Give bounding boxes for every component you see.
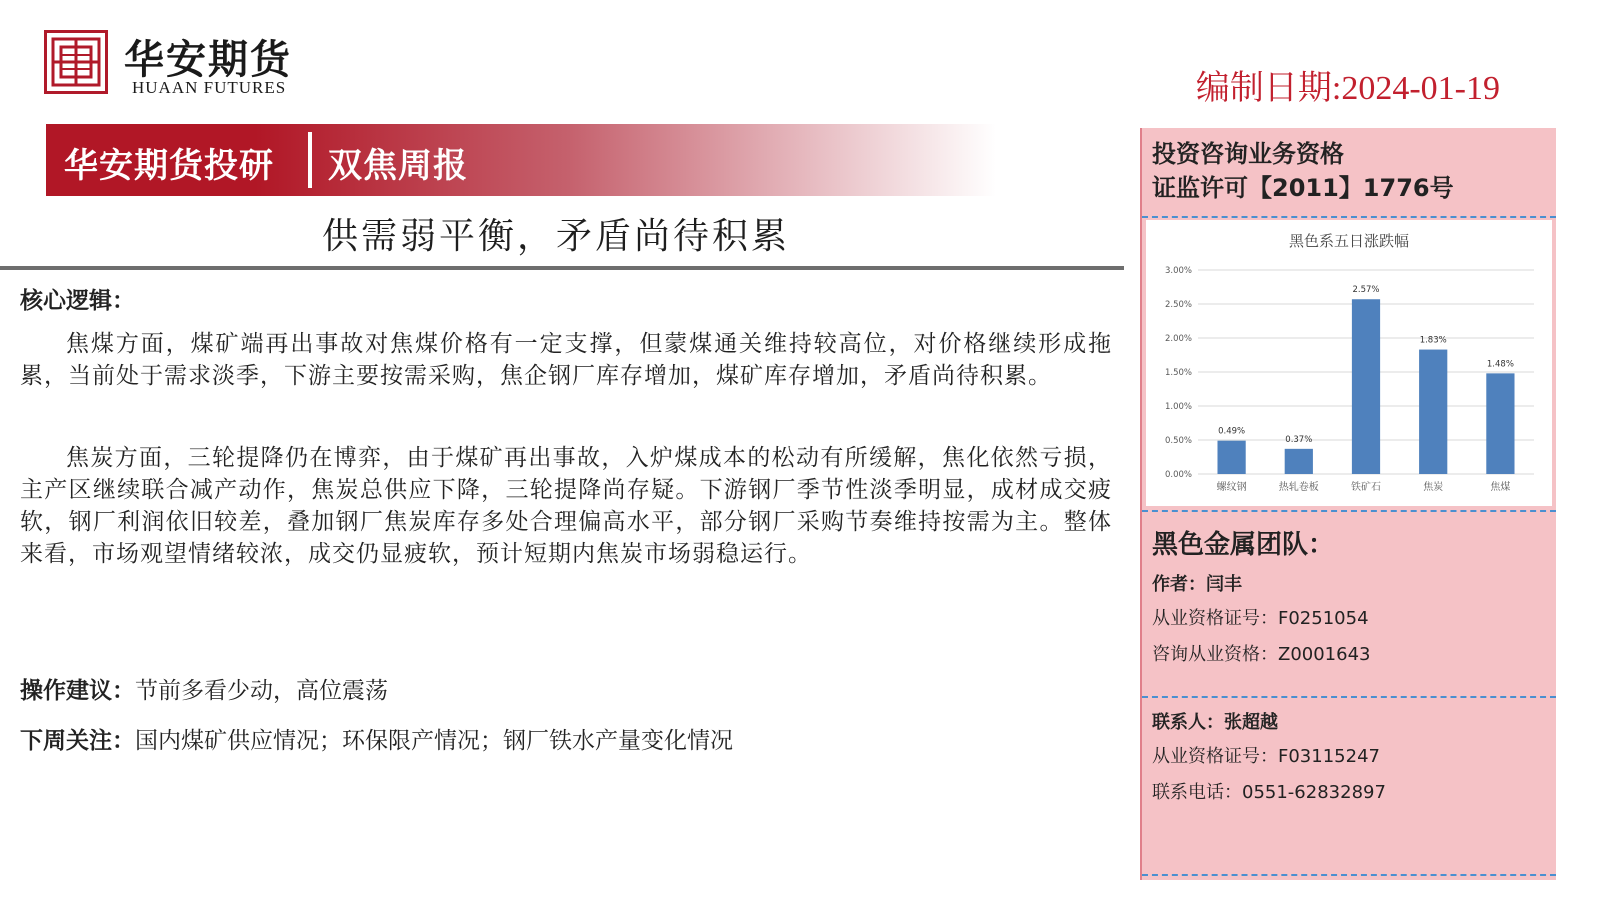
chart-data-label: 0.49%: [1218, 426, 1246, 437]
author-consult-certificate: 咨询从业资格：Z0001643: [1152, 644, 1371, 665]
contact-person: 联系人：张超越: [1152, 712, 1278, 733]
qualification-line-1: 投资咨询业务资格: [1152, 140, 1344, 168]
chart-data-label: 0.37%: [1285, 434, 1313, 445]
banner-report-name: 双焦周报: [328, 146, 468, 186]
report-headline: 供需弱平衡，矛盾尚待积累: [322, 216, 791, 257]
contact-phone: 联系电话：0551-62832897: [1152, 782, 1386, 803]
contact-certificate: 从业资格证号：F03115247: [1152, 746, 1380, 767]
coking-coal-paragraph: 焦煤方面，煤矿端再出事故对焦煤价格有一定支撑，但蒙煤通关维持较高位，对价格继续形成拖累，当前处于需求淡季，下游主要按需采购，焦企钢厂库存增加，煤矿库存增加，矛盾尚待积累。: [20, 331, 1112, 389]
chart-bar: [1217, 441, 1245, 474]
logo-chinese-name: 华安期货: [124, 36, 292, 83]
chart-y-tick-label: 1.00%: [1164, 402, 1192, 412]
chart-y-tick-label: 0.50%: [1164, 436, 1192, 446]
coke-paragraph: 焦炭方面，三轮提降仍在博弈，由于煤矿再出事故，入炉煤成本的松动有所缓解，焦化依然亏损，主产区继续联合减产动作，焦炭总供应下降，三轮提降尚存疑。下游钢厂季节性淡季明显，成材成交疲软，钢厂利润依旧较差，叠加钢厂焦炭库存多处合理偏高水平，部分钢厂采购节奏维持按需为主。整体来看，市场观望情绪较浓，成交仍显疲软，预计短期内焦炭市场弱稳运行。: [20, 445, 1112, 567]
dashed-divider: [1142, 696, 1556, 698]
chart-data-label: 2.57%: [1352, 285, 1380, 296]
chart-y-tick-label: 2.50%: [1164, 300, 1192, 310]
chart-y-tick-label: 2.00%: [1164, 334, 1192, 344]
headline-rule: [0, 266, 1124, 270]
chart-y-tick-label: 0.00%: [1164, 470, 1192, 480]
company-logo: [44, 28, 306, 100]
banner-divider: [308, 132, 312, 188]
chart-bar: [1352, 299, 1380, 474]
chart-x-tick-label: 铁矿石: [1351, 482, 1381, 493]
report-date: 编制日期:2024-01-19: [1195, 70, 1500, 107]
banner-brand: 华安期货投研: [64, 146, 274, 186]
five-day-change-chart: [1146, 220, 1552, 506]
next-week-focus: [20, 722, 733, 755]
dashed-divider: [1142, 510, 1556, 512]
chart-bar: [1419, 350, 1447, 474]
qualification-line-2: 证监许可【2011】1776号: [1152, 174, 1454, 202]
chart-data-label: 1.48%: [1486, 359, 1514, 370]
chart-x-tick-label: 焦炭: [1423, 482, 1444, 493]
chart-y-tick-label: 1.50%: [1164, 368, 1192, 378]
chart-data-label: 1.83%: [1419, 335, 1447, 346]
author: 作者：闫丰: [1152, 574, 1242, 595]
operation-advice-label: 操作建议：: [20, 678, 135, 704]
chart-x-tick-label: 螺纹钢: [1216, 482, 1247, 493]
title-banner: [46, 124, 996, 196]
logo-mark-icon: [44, 30, 108, 94]
logo-english-name: HUAAN FUTURES: [132, 78, 287, 97]
dashed-divider: [1142, 874, 1556, 876]
team-title: 黑色金属团队：: [1152, 530, 1335, 560]
dashed-divider: [1142, 216, 1556, 218]
chart-x-tick-label: 焦煤: [1490, 482, 1511, 493]
author-certificate: 从业资格证号：F0251054: [1152, 608, 1369, 629]
core-logic-title: 核心逻辑：: [20, 288, 135, 314]
side-panel: [1140, 128, 1556, 880]
chart-svg: [1146, 220, 1552, 506]
chart-bar: [1285, 449, 1313, 474]
chart-title: 黑色系五日涨跌幅: [1288, 232, 1410, 250]
chart-bar: [1486, 373, 1514, 474]
chart-y-tick-label: 3.00%: [1164, 266, 1192, 276]
operation-advice-text: 节前多看少动，高位震荡: [135, 678, 388, 704]
next-week-focus-text: 国内煤矿供应情况；环保限产情况；钢厂铁水产量变化情况: [135, 728, 733, 754]
next-week-focus-label: 下周关注：: [20, 728, 135, 754]
operation-advice: [20, 672, 388, 705]
chart-x-tick-label: 热轧卷板: [1278, 482, 1319, 493]
